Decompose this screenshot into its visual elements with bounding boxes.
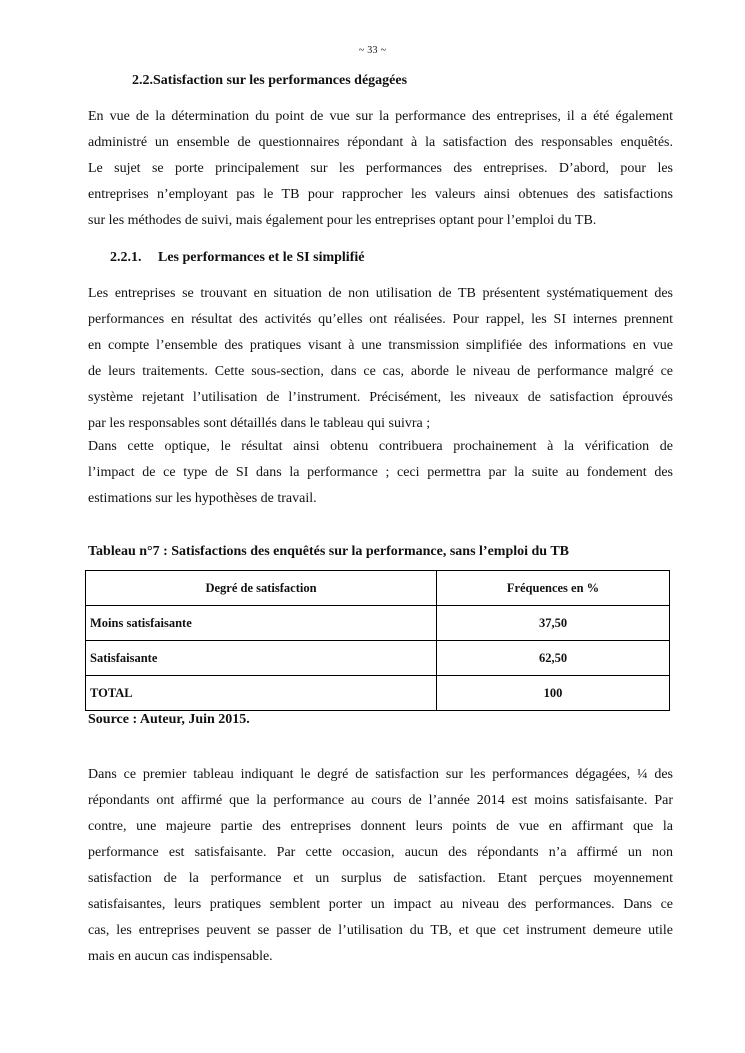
table-row: [86, 606, 670, 641]
paragraph-line: contre, une majeure partie des entreprises donnent leurs points de vue en affirmant que la: [88, 819, 673, 834]
paragraph-line: administré un ensemble de questionnaires répondant à la satisfaction des responsables enquêtés.: [88, 135, 673, 150]
table-row: [86, 641, 670, 676]
table-cell-label: Satisfaisante: [86, 641, 437, 676]
paragraph-line: sur les méthodes de suivi, mais également pour les entreprises optant pour l’emploi du TB.: [88, 213, 597, 228]
table-row: [86, 676, 670, 711]
paragraph-line: l’impact de ce type de SI dans la performance ; ceci permettra par la suite au fondement des: [88, 465, 673, 480]
paragraph-line: performance est satisfaisante. Par cette occasion, aucun des répondants n’a affirmé un non: [88, 845, 673, 860]
subsection-title: Les performances et le SI simplifié: [158, 250, 365, 265]
table-cell-label: TOTAL: [86, 676, 437, 711]
paragraph-line: cas, les entreprises peuvent se passer de l’utilisation du TB, et que cet instrument demeure utile: [88, 923, 673, 938]
subsection-number: 2.2.1.: [110, 250, 142, 265]
paragraph-line: Dans ce premier tableau indiquant le degré de satisfaction sur les performances dégagées, ¼ des: [88, 767, 673, 782]
paragraph-analysis: [88, 762, 673, 970]
table-cell-value: 62,50: [437, 641, 670, 676]
paragraph-line: répondants ont affirmé que la performance au cours de l’année 2014 est moins satisfaisante. Par: [88, 793, 673, 808]
paragraph-line: Dans cette optique, le résultat ainsi obtenu contribuera prochainement à la vérification de: [88, 439, 673, 454]
paragraph-line: estimations sur les hypothèses de travail.: [88, 491, 317, 506]
paragraph-line: Les entreprises se trouvant en situation de non utilisation de TB présentent systématiquement des: [88, 286, 673, 301]
paragraph-line: satisfaction de la performance et un surplus de satisfaction. Etant perçues moyennement: [88, 871, 673, 886]
table-header-cell: Degré de satisfaction: [86, 571, 437, 606]
paragraph-context: [88, 281, 673, 437]
paragraph-line: satisfaisantes, leurs pratiques semblent porter un impact au niveau des performances. Dans ce: [88, 897, 673, 912]
paragraph-line: par les responsables sont détaillés dans le tableau qui suivra ;: [88, 416, 431, 431]
paragraph-line: mais en aucun cas indispensable.: [88, 949, 273, 964]
table-cell-value: 37,50: [437, 606, 670, 641]
table-header-row: [86, 571, 670, 606]
paragraph-line: En vue de la détermination du point de vue sur la performance des entreprises, il a été également: [88, 109, 673, 124]
paragraph-line: de leurs traitements. Cette sous-section, dans ce cas, aborde le niveau de performance malgré ce: [88, 364, 673, 379]
section-heading: 2.2.Satisfaction sur les performances dégagées: [132, 73, 408, 88]
table-cell-value: 100: [437, 676, 670, 711]
paragraph-line: entreprises n’employant pas le TB pour rapprocher les valeurs ainsi obtenues des satisfactions: [88, 187, 673, 202]
subsection-heading: [110, 250, 364, 266]
satisfaction-table: [85, 570, 670, 711]
table-caption: Tableau n°7 : Satisfactions des enquêtés sur la performance, sans l’emploi du TB: [88, 544, 570, 559]
table-cell-label: Moins satisfaisante: [86, 606, 437, 641]
paragraph-intro: [88, 104, 673, 234]
paragraph-line: performances en résultat des activités qu’elles ont réalisées. Pour rappel, les SI internes prennent: [88, 312, 673, 327]
paragraph-line: système rejetant l’utilisation de l’instrument. Précisément, les niveaux de satisfaction éprouvés: [88, 390, 673, 405]
paragraph-purpose: [88, 434, 673, 512]
table-header-cell: Fréquences en %: [437, 571, 670, 606]
page-number: ~ 33 ~: [358, 45, 387, 56]
paragraph-line: en compte l’ensemble des pratiques visant à une transmission simplifiée des informations en vue: [88, 338, 673, 353]
paragraph-line: Le sujet se porte principalement sur les performances des entreprises. D’abord, pour les: [88, 161, 673, 176]
table-source: Source : Auteur, Juin 2015.: [88, 712, 250, 727]
